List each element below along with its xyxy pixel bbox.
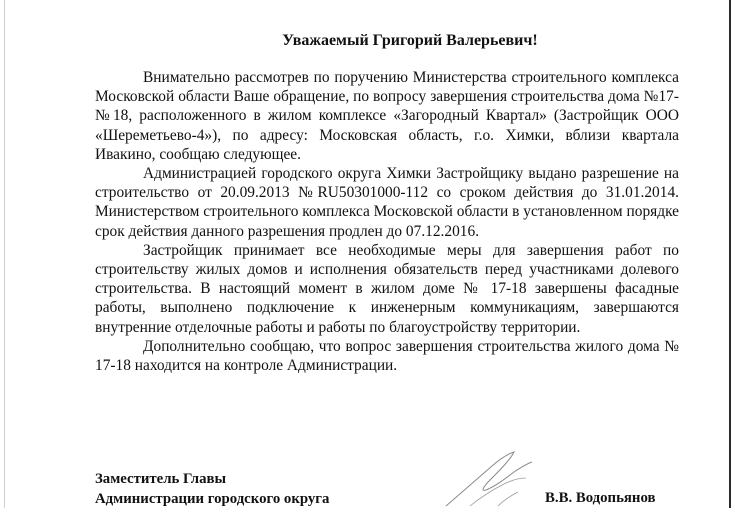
scan-edge-right: [729, 0, 731, 508]
scan-edge-left: [4, 0, 5, 508]
handwritten-signature: [440, 448, 550, 513]
letter-greeting: Уважаемый Григорий Валерьевич!: [282, 32, 538, 49]
paragraph-2: Администрацией городского округа Химки Застройщику выдано разрешение на строительство от 20.09.2013 №RU50301000-112 со сроком действия до 31.01.2014. Министерством строительного комплекса Московской области в установленном порядке срок действия данного разрешения продлен до 07.12.2016.: [95, 165, 679, 240]
paragraph-4: Дополнительно сообщаю, что вопрос завершения строительства жилого дома № 17-18 находится на контроле Администрации.: [95, 337, 679, 375]
paragraph-1: Внимательно рассмотрев по поручению Министерства строительного комплекса Московской области Ваше обращение, по вопросу завершения строительства дома №17-№18, расположенного в жилом комплексе «Загородный Квартал» (Застройщик ООО «Шереметьево-4»), по адресу: Московская область, г.о. Химки, вблизи квартала Ивакино, сообщаю следующее.: [95, 69, 679, 163]
letter-body: [95, 68, 679, 375]
paragraph-3: Застройщик принимает все необходимые меры для завершения работ по строительству жилых домов и исполнения обязательств перед участниками долевого строительства. В настоящий момент в жилом доме № 17-18 завершены фасадные работы, выполнено подключение к инженерным коммуникациям, завершаются внутренние отделочные работы и работы по благоустройству территории.: [95, 241, 679, 336]
signatory-title: [95, 470, 329, 509]
signatory-title-line2: Администрации городского округа: [95, 490, 330, 507]
signatory-name: В.В. Водопьянов: [545, 490, 656, 506]
signatory-title-line1: Заместитель Главы: [95, 471, 227, 487]
